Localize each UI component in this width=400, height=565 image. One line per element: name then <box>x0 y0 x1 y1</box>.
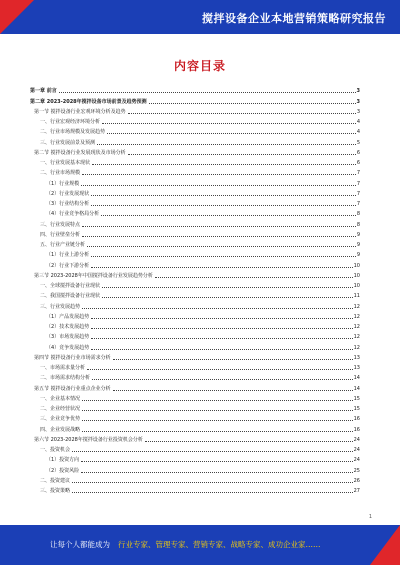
toc-entry[interactable] <box>30 474 360 484</box>
toc-leader-dots <box>82 431 353 432</box>
toc-entry-page: 7 <box>356 201 360 207</box>
toc-entry-title: （4）行业竞争格局分析 <box>46 211 100 218</box>
toc-leader-dots <box>82 174 356 175</box>
toc-entry-page: 24 <box>353 447 360 453</box>
toc-entry-page: 5 <box>356 139 360 146</box>
toc-entry-title: 第二节 搅拌设备行业发展现状及市场分析 <box>34 149 126 156</box>
toc-leader-dots <box>97 144 356 145</box>
toc-entry-title: （1）产品发展趋势 <box>46 313 90 320</box>
toc-entry[interactable] <box>30 381 360 391</box>
toc-leader-dots <box>82 420 353 421</box>
toc-entry-title: （1）行业规模 <box>46 180 80 187</box>
toc-leader-dots <box>113 359 353 360</box>
toc-entry-page: 13 <box>353 354 360 361</box>
toc-entry-page: 27 <box>353 488 360 494</box>
toc-entry-page: 4 <box>356 129 360 136</box>
toc-entry[interactable] <box>30 187 360 197</box>
toc-entry-title: 三、行业发展特点 <box>40 221 81 228</box>
toc-entry-title: 第四节 搅拌设备行业市场需求分析 <box>34 354 111 361</box>
toc-entry-page: 26 <box>353 477 360 484</box>
toc-leader-dots <box>101 215 356 216</box>
toc-leader-dots <box>91 349 352 350</box>
toc-entry-page: 8 <box>356 221 360 228</box>
toc-entry[interactable] <box>30 463 360 473</box>
toc-entry[interactable] <box>30 115 360 125</box>
toc-entry[interactable] <box>30 135 360 145</box>
toc-entry[interactable] <box>30 299 360 309</box>
toc-entry[interactable] <box>30 289 360 299</box>
toc-entry-page: 9 <box>356 231 360 238</box>
toc-leader-dots <box>102 297 353 298</box>
toc-entry-page: 11 <box>353 293 360 300</box>
toc-entry-title: 三、投资策略 <box>40 488 71 494</box>
header-banner <box>0 0 400 34</box>
toc-entry-title: 一、全球搅拌设备行业现状 <box>40 283 101 289</box>
toc-leader-dots <box>82 236 356 237</box>
toc-entry-page: 12 <box>353 303 360 310</box>
toc-leader-dots <box>59 92 356 93</box>
toc-entry-page: 16 <box>353 416 360 423</box>
toc-leader-dots <box>72 482 353 483</box>
toc-entry[interactable] <box>30 402 360 412</box>
toc-leader-dots <box>155 277 353 278</box>
toc-entry-title: 第一章 前言 <box>30 88 57 95</box>
toc-entry[interactable] <box>30 351 360 361</box>
toc-leader-dots <box>72 451 353 452</box>
toc-entry-title: 三、行业发展趋势 <box>40 303 81 310</box>
toc-entry-title: （3）市场发展趋势 <box>46 334 90 341</box>
toc-entry[interactable] <box>30 258 360 268</box>
table-of-contents <box>30 84 360 494</box>
toc-entry-page: 3 <box>356 98 360 105</box>
toc-entry[interactable] <box>30 166 360 176</box>
toc-entry-title: 二、行业市场规模 <box>40 170 81 177</box>
toc-entry-title: 四、行业壁垒分析 <box>40 231 81 238</box>
toc-entry-page: 3 <box>356 88 360 95</box>
toc-entry-page: 6 <box>356 149 360 156</box>
toc-entry-title: 第三节 2023-2028年中国搅拌设备行业发展趋势分析 <box>34 272 153 279</box>
toc-entry[interactable] <box>30 105 360 115</box>
toc-leader-dots <box>91 328 352 329</box>
toc-leader-dots <box>87 246 356 247</box>
toc-entry-title: （2）技术发展趋势 <box>46 324 90 330</box>
toc-entry[interactable] <box>30 340 360 350</box>
toc-entry-title: 三、行业发展前景及预测 <box>40 139 96 146</box>
toc-entry-page: 14 <box>353 385 360 392</box>
toc-leader-dots <box>81 461 352 462</box>
toc-entry[interactable] <box>30 207 360 217</box>
toc-entry[interactable] <box>30 94 360 104</box>
toc-entry[interactable] <box>30 412 360 422</box>
toc-entry-page: 7 <box>356 190 360 197</box>
toc-entry-page: 24 <box>353 436 360 443</box>
toc-entry-title: 二、我国搅拌设备行业现状 <box>40 293 101 300</box>
toc-entry-page: 6 <box>356 160 360 166</box>
toc-entry-page: 10 <box>353 262 360 269</box>
toc-leader-dots <box>92 379 353 380</box>
toc-entry-page: 12 <box>353 344 360 351</box>
toc-leader-dots <box>92 164 356 165</box>
toc-leader-dots <box>91 205 356 206</box>
footer-lead: 让每个人都能成为 <box>50 540 110 549</box>
toc-leader-dots <box>82 400 353 401</box>
toc-entry-page: 9 <box>356 242 360 248</box>
toc-entry-title: 二、市场需求结构分析 <box>40 375 91 382</box>
toc-entry-title: 一、行业发展基本现状 <box>40 160 91 166</box>
toc-entry[interactable] <box>30 320 360 330</box>
toc-entry-title: 二、企业经营状况 <box>40 406 81 412</box>
toc-entry-title: （4）竞争发展趋势 <box>46 344 90 351</box>
toc-entry[interactable] <box>30 248 360 258</box>
toc-entry[interactable] <box>30 197 360 207</box>
toc-entry-title: 二、投资建议 <box>40 477 71 484</box>
toc-entry[interactable] <box>30 422 360 432</box>
toc-entry[interactable] <box>30 371 360 381</box>
toc-entry-page: 10 <box>353 283 360 289</box>
toc-entry[interactable] <box>30 228 360 238</box>
toc-entry-page: 8 <box>356 211 360 218</box>
toc-entry-page: 13 <box>353 365 360 371</box>
toc-leader-dots <box>113 390 353 391</box>
toc-leader-dots <box>128 113 356 114</box>
toc-leader-dots <box>102 287 353 288</box>
toc-entry-title: 一、行业宏观经济环境分析 <box>40 119 101 125</box>
footer-text <box>50 539 321 550</box>
toc-entry-title: 四、企业发展战略 <box>40 426 81 433</box>
toc-leader-dots <box>145 441 353 442</box>
toc-leader-dots <box>91 267 352 268</box>
toc-entry-title: （1）投资方向 <box>46 457 80 464</box>
toc-entry[interactable] <box>30 238 360 248</box>
toc-entry[interactable] <box>30 84 360 94</box>
toc-entry-page: 14 <box>353 375 360 382</box>
toc-entry-page: 25 <box>353 467 360 474</box>
toc-leader-dots <box>128 154 356 155</box>
toc-leader-dots <box>149 103 356 104</box>
toc-entry-page: 7 <box>356 180 360 187</box>
toc-entry[interactable] <box>30 176 360 186</box>
toc-entry[interactable] <box>30 392 360 402</box>
toc-entry-title: 五、行业产业链分析 <box>40 242 86 248</box>
toc-entry[interactable] <box>30 443 360 453</box>
toc-entry-title: 第六节 2023-2028年搅拌设备行业投资机会分析 <box>34 436 143 443</box>
toc-leader-dots <box>81 185 356 186</box>
toc-entry[interactable] <box>30 146 360 156</box>
toc-entry[interactable] <box>30 330 360 340</box>
toc-title: 内容目录 <box>173 59 226 73</box>
toc-leader-dots <box>81 472 352 473</box>
toc-leader-dots <box>82 308 353 309</box>
toc-entry-title: （1）行业上游分析 <box>46 252 90 259</box>
header-accent-triangle <box>0 0 34 34</box>
toc-leader-dots <box>107 133 356 134</box>
toc-entry-page: 15 <box>353 395 360 402</box>
toc-entry-page: 16 <box>353 426 360 433</box>
toc-entry[interactable] <box>30 269 360 279</box>
toc-entry-title: 第五节 搅拌设备行业重点企业分析 <box>34 385 111 392</box>
toc-leader-dots <box>82 226 356 227</box>
toc-leader-dots <box>82 410 353 411</box>
toc-entry-title: 一、市场需求量分析 <box>40 365 86 371</box>
toc-entry-title: 二、行业市场规模及发展趋势 <box>40 129 106 136</box>
toc-leader-dots <box>87 369 353 370</box>
toc-entry[interactable] <box>30 310 360 320</box>
toc-entry-page: 12 <box>353 324 360 330</box>
toc-entry-page: 3 <box>356 108 360 115</box>
toc-entry-title: （2）行业发展现状 <box>46 190 90 197</box>
page-number: 1 <box>368 514 372 520</box>
toc-entry-page: 12 <box>353 313 360 320</box>
toc-entry[interactable] <box>30 453 360 463</box>
toc-entry[interactable] <box>30 156 360 166</box>
toc-leader-dots <box>72 492 353 493</box>
toc-leader-dots <box>91 256 356 257</box>
toc-leader-dots <box>91 338 352 339</box>
toc-entry[interactable] <box>30 125 360 135</box>
toc-leader-dots <box>91 318 352 319</box>
toc-entry-title: 一、投资机会 <box>40 447 71 453</box>
toc-entry-page: 10 <box>353 272 360 279</box>
toc-entry[interactable] <box>30 484 360 494</box>
toc-entry-title: 一、企业基本情况 <box>40 395 81 402</box>
toc-entry-page: 9 <box>356 252 360 259</box>
toc-entry-title: （2）投资风险 <box>46 467 80 474</box>
toc-entry-title: 三、企业竞争优势 <box>40 416 81 423</box>
toc-entry-page: 12 <box>353 334 360 341</box>
toc-entry[interactable] <box>30 433 360 443</box>
toc-leader-dots <box>102 123 356 124</box>
footer-accent-triangle <box>370 525 400 565</box>
toc-entry[interactable] <box>30 217 360 227</box>
toc-entry-page: 7 <box>356 170 360 177</box>
toc-entry-title: 第一节 搅拌设备行业宏观环境分析及趋势 <box>34 108 126 115</box>
toc-entry-page: 24 <box>353 457 360 464</box>
report-title: 搅拌设备企业本地营销策略研究报告 <box>202 12 386 25</box>
footer-slogan: 行业专家、管理专家、营销专家、战略专家、成功企业家…… <box>118 540 321 549</box>
toc-entry-title: 第二章 2023-2028年搅拌设备市场前景及趋势预测 <box>30 98 147 105</box>
footer-banner <box>0 525 400 565</box>
toc-entry-page: 4 <box>356 119 360 125</box>
toc-entry[interactable] <box>30 279 360 289</box>
toc-entry-page: 15 <box>353 406 360 412</box>
toc-entry-title: （3）行业结构分析 <box>46 201 90 207</box>
toc-entry-title: （2）行业下游分析 <box>46 262 90 269</box>
toc-entry[interactable] <box>30 361 360 371</box>
toc-leader-dots <box>91 195 356 196</box>
